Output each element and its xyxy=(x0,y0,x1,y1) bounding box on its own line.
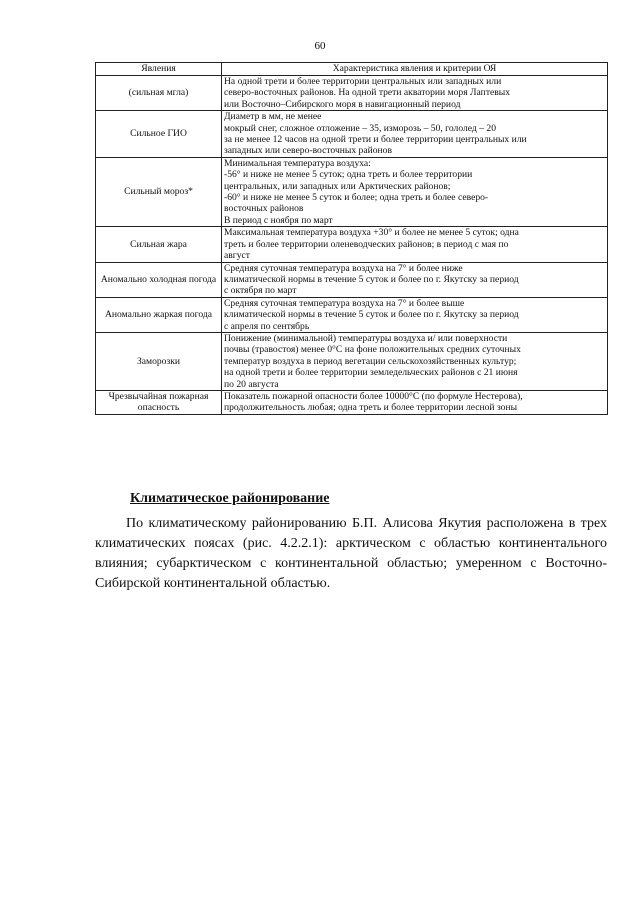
table-row xyxy=(96,332,608,390)
phenomena-table xyxy=(95,62,608,415)
phenomenon-criteria xyxy=(222,227,608,262)
phenomenon-name: Сильная жара xyxy=(96,227,222,262)
criteria-line: на одной трети и более территории земледельческих районов с 21 июня xyxy=(224,367,518,379)
criteria-line: центральных, или западных или Арктических районов; xyxy=(224,180,451,192)
criteria-line: климатической нормы в течение 5 суток и более по г. Якутску за период xyxy=(224,309,519,321)
criteria-line: Минимальная температура воздуха: xyxy=(224,157,371,169)
criteria-line: или Восточно–Сибирского моря в навигационный период xyxy=(224,98,461,110)
phenomenon-name: Чрезвычайная пожарная опасность xyxy=(96,390,222,414)
phenomenon-name: (сильная мгла) xyxy=(96,76,222,111)
phenomenon-name: Сильное ГИО xyxy=(96,111,222,158)
phenomenon-criteria xyxy=(222,390,608,414)
column-header-characteristics: Характеристика явления и критерии ОЯ xyxy=(222,63,608,76)
body-paragraph: По климатическому районированию Б.П. Алисова Якутия расположена в трех климатических поясах (рис. 4.2.2.1): арктическом с областью континентального влияния; субарктическом с континентальной областью; умеренном с Восточно-Сибирской континентальной областью. xyxy=(95,516,607,591)
table-header-row xyxy=(96,63,608,76)
criteria-line: -60° и ниже не менее 5 суток и более; одна треть и более северо- xyxy=(224,192,489,204)
table-row xyxy=(96,76,608,111)
criteria-line: с апреля по сентябрь xyxy=(224,320,310,332)
phenomenon-criteria xyxy=(222,262,608,297)
criteria-line: В период с ноября по март xyxy=(224,214,333,226)
criteria-line: по 20 августа xyxy=(224,378,279,390)
criteria-line: Показатель пожарной опасности более 10000°С (по формуле Нестерова), xyxy=(224,390,523,402)
table-row xyxy=(96,157,608,226)
phenomenon-criteria xyxy=(222,297,608,332)
criteria-line: На одной трети и более территории центральных или западных или xyxy=(224,76,502,87)
criteria-line: климатической нормы в течение 5 суток и более по г. Якутску за период xyxy=(224,273,519,285)
table-row xyxy=(96,111,608,158)
criteria-line: почвы (травостоя) менее 0°С на фоне положительных средних суточных xyxy=(224,344,521,356)
criteria-line: август xyxy=(224,250,250,262)
criteria-line: продолжительность любая; одна треть и более территории лесной зоны xyxy=(224,402,518,414)
phenomenon-name: Аномально холодная погода xyxy=(96,262,222,297)
phenomenon-criteria xyxy=(222,332,608,390)
criteria-line: Диаметр в мм, не менее xyxy=(224,111,322,123)
table-row xyxy=(96,297,608,332)
page-number: 60 xyxy=(314,40,326,52)
criteria-line: с октября по март xyxy=(224,285,297,297)
criteria-line: треть и более территории оленеводческих районов; в период с мая по xyxy=(224,238,509,250)
criteria-line: -56° и ниже не менее 5 суток; одна треть и более территории xyxy=(224,169,473,181)
phenomenon-name: Сильный мороз* xyxy=(96,157,222,226)
criteria-line: восточных районов xyxy=(224,203,304,215)
section-title: Климатическое районирование xyxy=(130,491,330,506)
phenomenon-criteria xyxy=(222,76,608,111)
criteria-line: Средняя суточная температура воздуха на 7° и более ниже xyxy=(224,262,463,274)
table-body xyxy=(96,76,608,415)
table-row xyxy=(96,390,608,414)
criteria-line: температур воздуха в период вегетации сельскохозяйственных культур; xyxy=(224,355,517,367)
table-row xyxy=(96,262,608,297)
criteria-line: северо-восточных районов. На одной трети акватории моря Лаптевых xyxy=(224,87,511,99)
column-header-phenomena: Явления xyxy=(96,63,222,76)
phenomenon-criteria xyxy=(222,157,608,226)
table-row xyxy=(96,227,608,262)
criteria-line: Максимальная температура воздуха +30° и более не менее 5 суток; одна xyxy=(224,227,519,239)
criteria-line: за не менее 12 часов на одной трети и более территории центральных или xyxy=(224,134,527,146)
criteria-line: Средняя суточная температура воздуха на 7° и более выше xyxy=(224,297,465,309)
phenomenon-name: Заморозки xyxy=(96,332,222,390)
criteria-line: Понижение (минимальной) температуры воздуха и/ или поверхности xyxy=(224,332,508,344)
phenomenon-criteria xyxy=(222,111,608,158)
criteria-line: западных или северо-восточных районов xyxy=(224,145,392,157)
criteria-line: мокрый снег, сложное отложение – 35, изморозь – 50, гололед – 20 xyxy=(224,122,496,134)
phenomenon-name: Аномально жаркая погода xyxy=(96,297,222,332)
